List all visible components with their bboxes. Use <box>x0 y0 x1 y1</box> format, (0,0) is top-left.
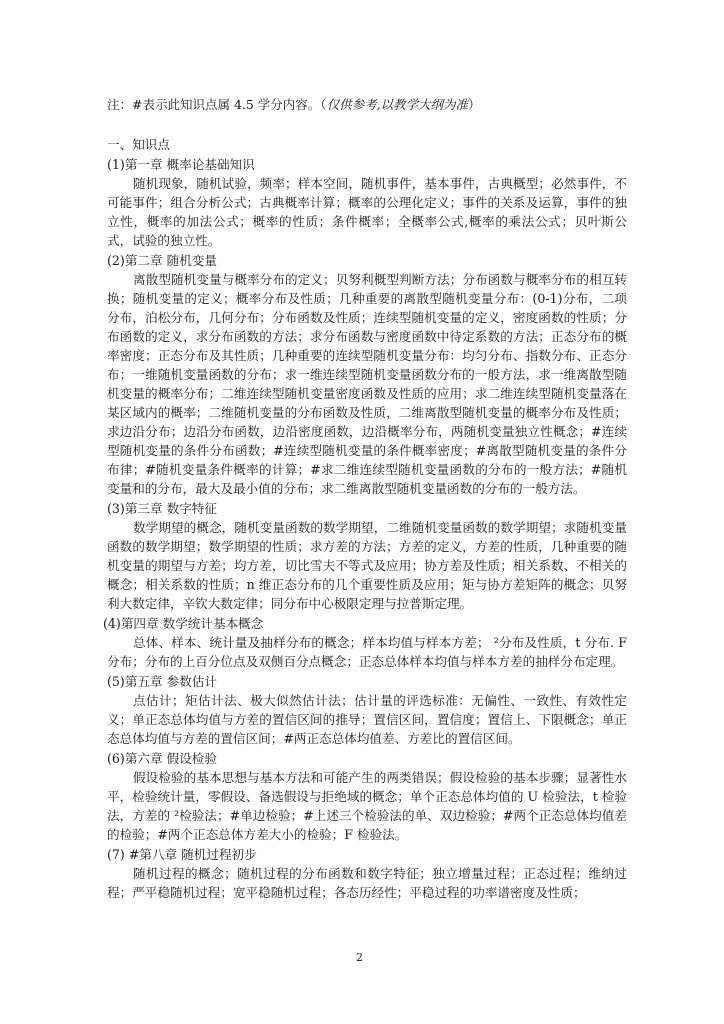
chapter-text-4: 总体、样本、统计量及抽样分布的概念；样本均值与样本方差； ²分布及性质，t 分布. F 分布；分布的上百分位点及双侧百分点概念；正态总体样本均值与样本方差的抽样分布定理。 <box>107 635 627 669</box>
chapter-text-6: 假设检验的基本思想与基本方法和可能产生的两类错误；假设检验的基本步骤；显著性水平，检验统计量，零假设、备选假设与拒绝域的概念；单个正态总体均值的 U 检验法，t 检验法，方差的 ²检验法；#单边检验；#上述三个检验法的单、双边检验；#两个正态总体均值差的检验；#两个正态总体方差大小的检验；F 检验法。 <box>107 770 627 842</box>
chapter-heading-1: (1)第一章 概率论基础知识 <box>107 157 255 172</box>
chapter-heading-5: (5)第五章 参数估计 <box>107 674 217 689</box>
chapter-heading-3: (3)第三章 数字特征 <box>107 501 217 516</box>
page-number: 2 <box>356 951 363 964</box>
note-text: 注：#表示此知识点属 4.5 学分内容。（ <box>107 97 327 112</box>
chapter-text-1: 随机现象，随机试验，频率；样本空间，随机事件，基本事件，古典概型；必然事件，不可能事件；组合分析公式；古典概率计算；概率的公理化定义；事件的关系及运算，事件的独立性，概率的加法公式；概率的性质；条件概率；全概率公式,概率的乘法公式；贝叶斯公式，试验的独立性。 <box>107 176 627 248</box>
chapter-heading-4: (4)第四章 数学统计基本概念 <box>103 616 264 631</box>
chapter-text-3: 数学期望的概念，随机变量函数的数学期望，二维随机变量函数的数学期望；求随机变量函数的数学期望；数学期望的性质；求方差的方法；方差的定义，方差的性质，几种重要的随机变量的期望与方差；均方差，切比雪夫不等式及应用；协方差及性质；相关系数、不相关的概念；相关系数的性质；n 维正态分布的几个重要性质及应用；矩与协方差矩阵的概念；贝努利大数定律，辛钦大数定律；同分布中心极限定理与拉普斯定理。 <box>107 520 627 611</box>
section-title: 一、知识点 <box>107 137 170 152</box>
note-italic: 仅供参考,以教学大纲为准 <box>326 97 469 112</box>
chapter-text-2: 离散型随机变量与概率分布的定义；贝努利概型判断方法；分布函数与概率分布的相互转换；随机变量的定义；概率分布及性质；几种重要的离散型随机变量分布：(0-1)分布，二项分布，泊松分布，几何分布；分布函数及性质；连续型随机变量的定义，密度函数的性质；分布函数的定义，求分布函数的方法；求分布函数与密度函数中待定系数的方法；正态分布的概率密度；正态分布及其性质；几种重要的连续型随机变量分布：均匀分布、指数分布、正态分布；一维随机变量函数的分布；求一维连续型随机变量函数分布的一般方法，求一维离散型随机变量的概率分布；二维连续型随机变量密度函数及性质的应用；求二维连续型随机变量落在某区域内的概率；二维随机变量的分布函数及性质，二维离散型随机变量的概率分布及性质；求边沿分布；边沿分布函数，边沿密度函数，边沿概率分布，两随机变量独立性概念；#连续型随机变量的条件分布函数；#连续型随机变量的条件概率密度；#离散型随机变量的条件分布律；#随机变量条件概率的计算；#求二维连续型随机变量函数的分布的一般方法；#随机变量和的分布，最大及最小值的分布；求二维离散型随机变量函数的分布的一般方法。 <box>107 272 627 496</box>
chapter-text-7: 随机过程的概念；随机过程的分布函数和数字特征；独立增量过程；正态过程；维纳过程；严平稳随机过程；宽平稳随机过程；各态历经性；平稳过程的功率谱密度及性质； <box>107 866 627 900</box>
knowledge-points <box>103 132 627 902</box>
note-close: ） <box>468 97 481 112</box>
chapter-heading-7: (7) #第八章 随机过程初步 <box>107 847 257 862</box>
chapter-heading-2: (2)第二章 随机变量 <box>107 253 217 268</box>
chapter-text-5: 点估计；矩估计法、极大似然估计法；估计量的评选标准：无偏性、一致性、有效性定义；单正态总体均值与方差的置信区间的推导；置信区间，置信度；置信上、下限概念；单正态总体均值与方差的置信区间；#两正态总体均值差、方差比的置信区间。 <box>107 693 627 746</box>
header-note <box>107 96 627 114</box>
chapter-heading-6: (6)第六章 假设检验 <box>107 751 217 766</box>
